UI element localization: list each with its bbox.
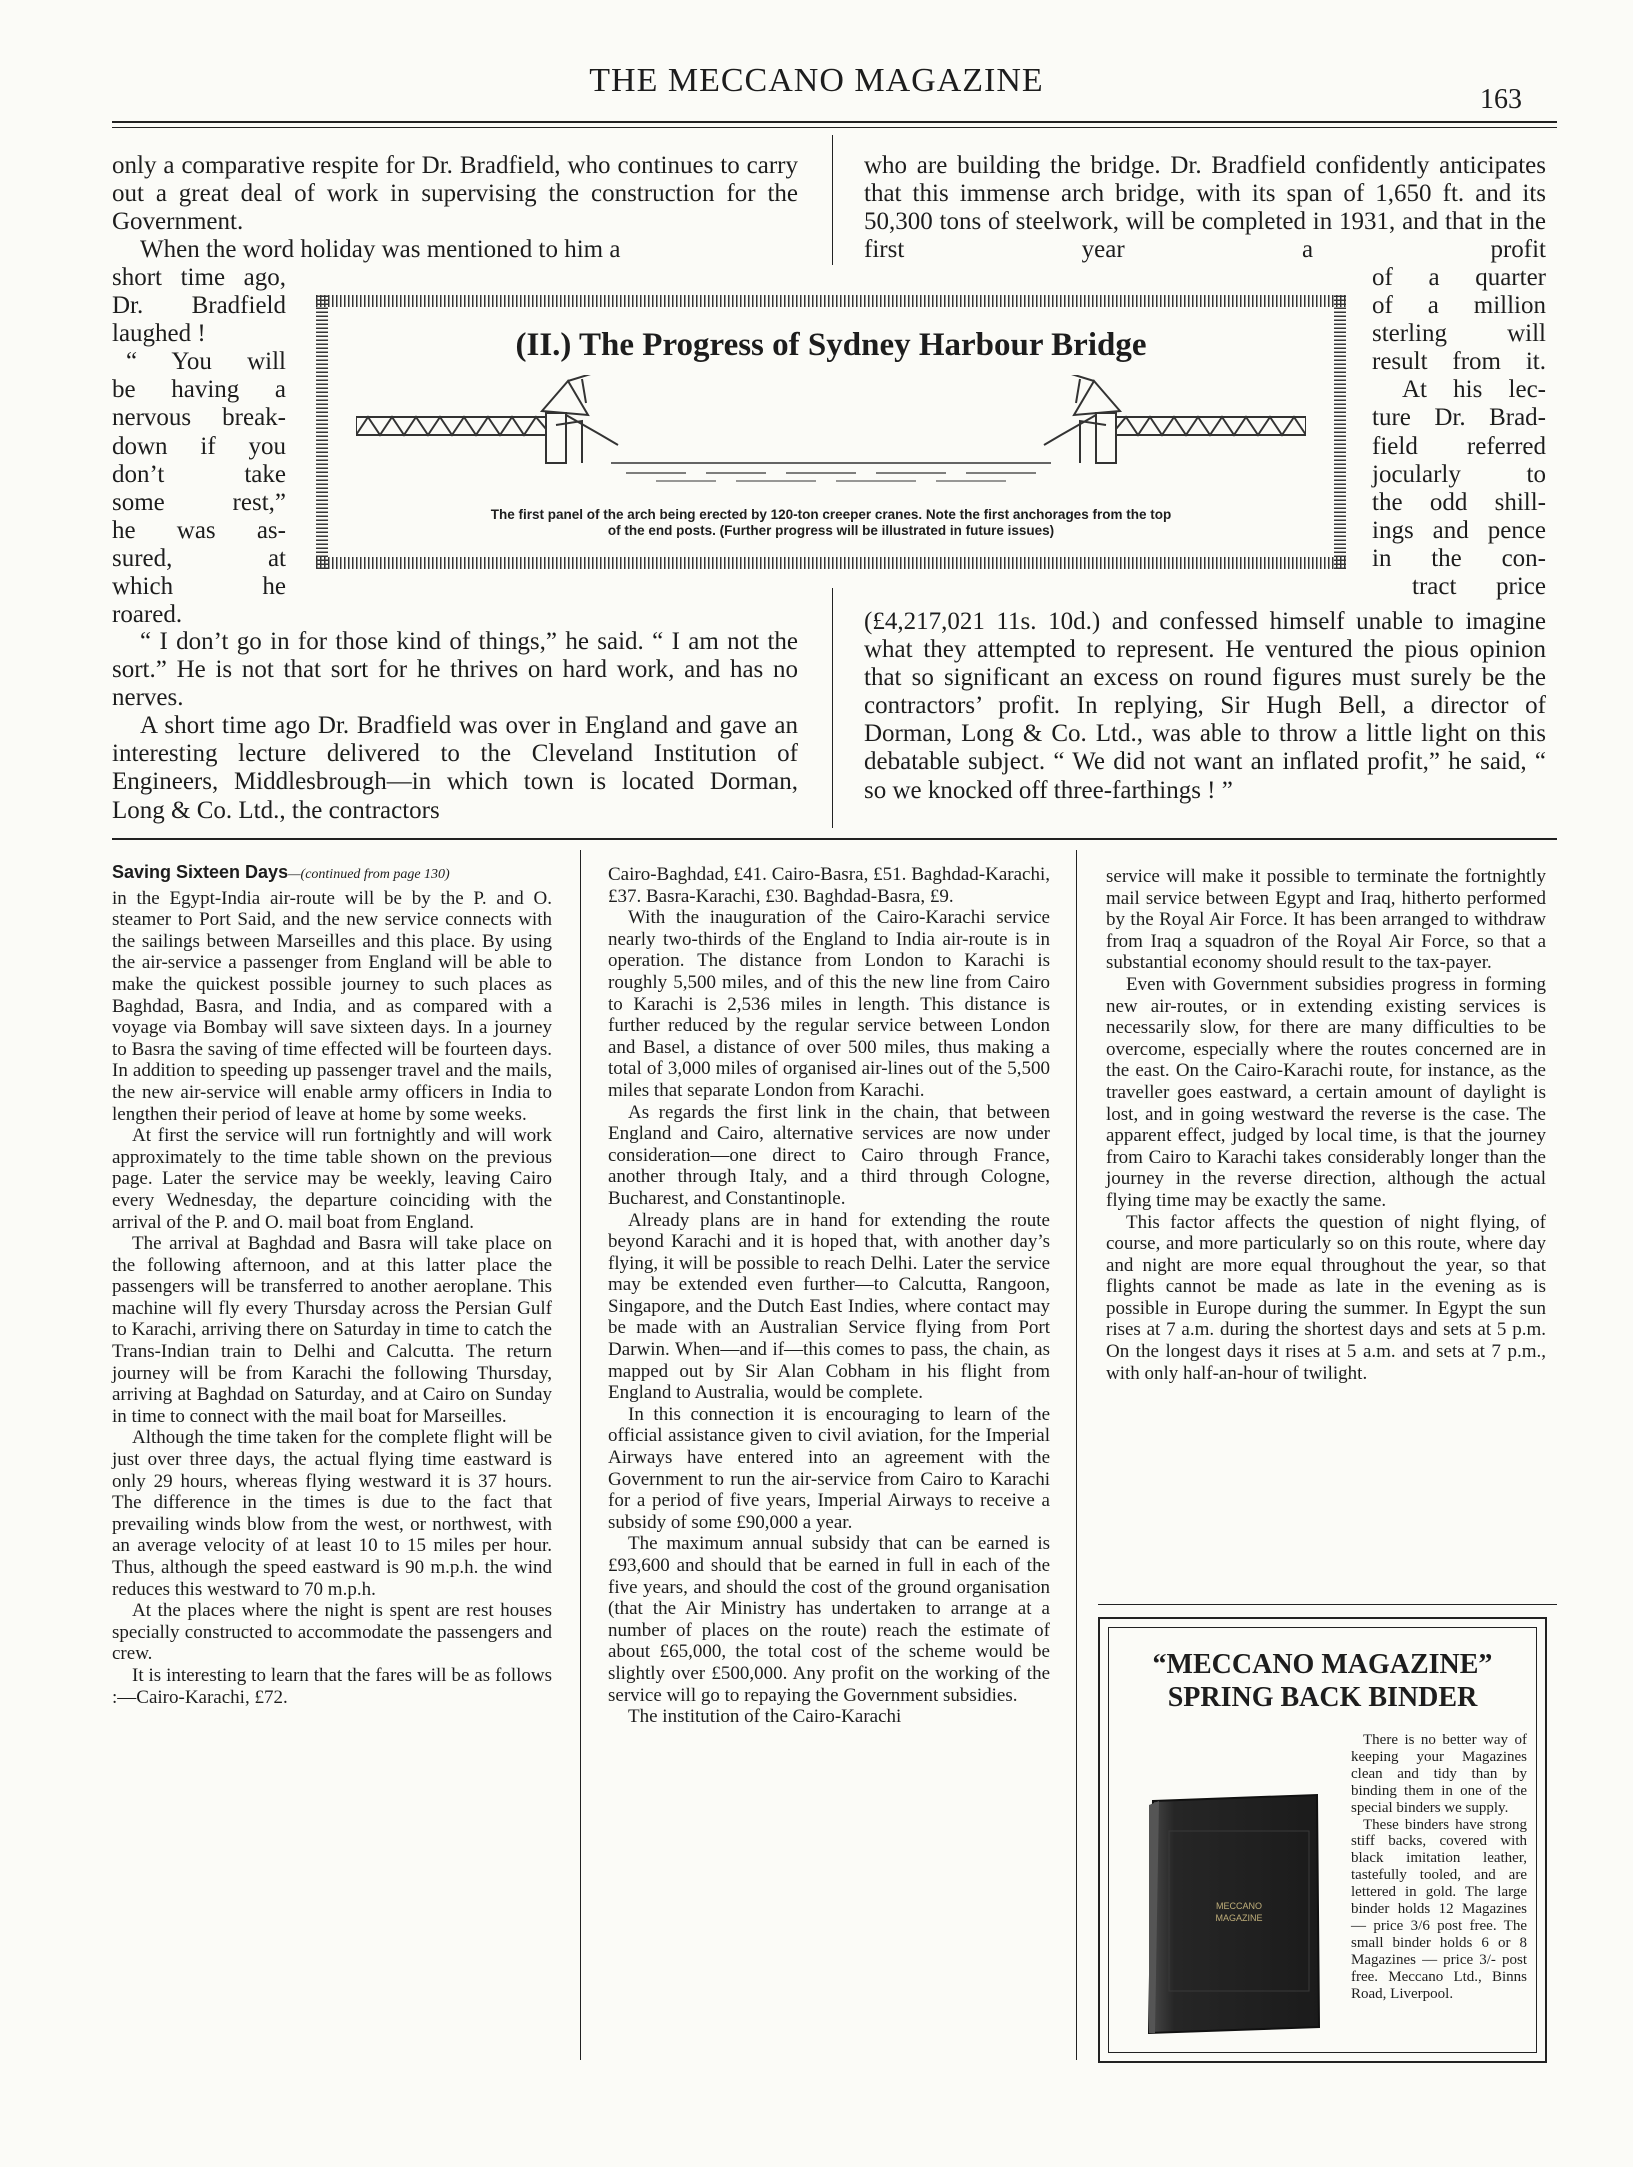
body-paragraph: As regards the first link in the chain, that between England and Cairo, alternative services are now under consideration—one direct to Cairo through France, another through Italy, and a third through Cologne, Bucharest, and Constantinople. bbox=[608, 1101, 1050, 1209]
body-paragraph: A short time ago Dr. Bradfield was over in England and gave an interesting lecture delivered to the Cleveland Institution of Engineers, Middlesbrough—in which town is located Dorman, Long & Co. Ltd., the contractors bbox=[112, 712, 798, 824]
lower-column-3 bbox=[1106, 866, 1546, 1384]
wrap-line: “ You will bbox=[126, 348, 286, 376]
upper-left-column bbox=[112, 152, 798, 264]
upper-right-wrap bbox=[1372, 264, 1546, 601]
column-divider bbox=[1076, 850, 1077, 2060]
wrap-line: sterling will bbox=[1372, 320, 1546, 348]
body-paragraph: (£4,217,021 11s. 10d.) and confessed himself unable to imagine what they attempted to represent. He ventured the pious opinion that so significant an excess on round figures must surely be the contractors’ profit. In replying, Sir Hugh Bell, a director of Dorman, Long & Co. Ltd., was able to throw a little light on this debatable subject. “ We did not want an inflated profit,” he said, “ so we knocked off three-farthings ! ” bbox=[864, 608, 1546, 804]
body-paragraph: only a comparative respite for Dr. Bradfield, who continues to carry out a great deal of work in supervising the construction for the Government. bbox=[112, 152, 798, 236]
advert-title-line: SPRING BACK BINDER bbox=[1167, 1682, 1478, 1713]
article-heading bbox=[112, 862, 552, 886]
wrap-line: short time ago, bbox=[112, 264, 286, 291]
wrap-line: laughed ! bbox=[112, 320, 206, 348]
body-paragraph: “ I don’t go in for those kind of things,” he said. “ I am not the sort.” He is not that sort for he thrives on hard work, and has no nerves. bbox=[112, 628, 798, 712]
wrap-line: of a million bbox=[1372, 292, 1546, 320]
body-paragraph: With the inauguration of the Cairo-Karachi service nearly two-thirds of the England to India air-route is in operation. The distance from London to Karachi is roughly 5,500 miles, and of this the new line from Cairo to Karachi is 2,536 miles in length. This distance is further reduced by the regular service between London and Basel, a distance of over 500 miles, thus making a total of 3,000 miles of organised air-lines out of the 5,500 miles that separate London from Karachi. bbox=[608, 907, 1050, 1101]
wrap-line: ings and pence bbox=[1372, 516, 1546, 544]
wrap-line: roared. bbox=[112, 601, 183, 629]
wrap-line: field referred bbox=[1372, 432, 1546, 460]
wrap-line: jocularly to bbox=[1372, 460, 1546, 488]
advert-title bbox=[1109, 1648, 1536, 1714]
bridge-figure bbox=[316, 295, 1346, 569]
wrap-line: he was as- bbox=[112, 516, 286, 544]
advert-separator bbox=[1098, 1604, 1557, 1605]
wrap-line: don’t take bbox=[112, 460, 286, 488]
wrap-line: which he bbox=[112, 573, 286, 601]
wrap-line: nervous break- bbox=[112, 404, 286, 432]
bridge-illustration bbox=[356, 375, 1306, 505]
wrap-line: of a quarter bbox=[1372, 264, 1546, 291]
advert-text bbox=[1351, 1732, 1527, 2003]
caption-line: of the end posts. (Further progress will be illustrated in future issues) bbox=[607, 523, 1055, 538]
header-rule bbox=[112, 121, 1557, 123]
body-paragraph: service will make it possible to terminate the fortnightly mail service between Egypt and Iraq, hitherto performed by the Royal Air Force. It has been arranged to withdraw from Iraq a squadron of the Royal Air Force, so that a substantial economy should result to the tax-payer. bbox=[1106, 866, 1546, 974]
wrap-line: tract price bbox=[1412, 573, 1546, 601]
figure-title: (II.) The Progress of Sydney Harbour Bridge bbox=[515, 327, 1147, 363]
wrap-line: At his lec- bbox=[1402, 376, 1546, 404]
book-label: MAGAZINE bbox=[1215, 1913, 1263, 1923]
upper-left-wrap bbox=[112, 264, 286, 629]
body-paragraph: It is interesting to learn that the fares will be as follows :—Cairo-Karachi, £72. bbox=[112, 1664, 552, 1708]
wrap-line: sured, at bbox=[112, 544, 286, 572]
wrap-line: be having a bbox=[112, 376, 286, 404]
body-paragraph: Although the time taken for the complete flight will be just over three days, the actual flying time eastward is only 29 hours, whereas flying westward it is 37 hours. The difference in the times is due to the fact that prevailing winds blow from the west, or northwest, with an average velocity of at least 10 to 15 miles per hour. Thus, although the speed eastward is 90 m.p.h. the wind reduces this westward to 70 m.p.h. bbox=[112, 1427, 552, 1600]
upper-right-column bbox=[864, 152, 1546, 264]
advert-paragraph: These binders have strong stiff backs, covered with black imitation leather, tastefully tooled, and are lettered in gold. The large binder holds 12 Magazines — price 3/6 post free. The small binder holds 6 or 8 Magazines — price 3/- post free. Meccano Ltd., Binns Road, Liverpool. bbox=[1351, 1816, 1527, 2002]
upper-right-tail bbox=[864, 608, 1546, 805]
body-paragraph: At first the service will run fortnightly and will work approximately to the time table shown on the previous page. Later the service may be weekly, leaving Cairo every Wednesday, the departure coinciding with the arrival of the P. and O. mail boat from England. bbox=[112, 1125, 552, 1233]
figure-border-top bbox=[316, 295, 1346, 307]
upper-left-tail bbox=[112, 628, 798, 825]
body-paragraph: Even with Government subsidies progress in forming new air-routes, or in extending existing services is necessarily slow, for there are many difficulties to be overcome, especially where the routes concerned are in the east. On the Cairo-Karachi route, for instance, as the traveller goes eastward, a certain amount of daylight is lost, and in going westward the reverse is the case. The apparent effect, judged by local time, is that the journey from Cairo to Karachi takes considerably longer than the journey in the reverse direction, although the actual flying time may be exactly the same. bbox=[1106, 973, 1546, 1211]
caption-line: The first panel of the arch being erected by 120-ton creeper cranes. Note the first anchorages from the top bbox=[490, 507, 1172, 522]
binder-advert bbox=[1098, 1617, 1547, 2063]
body-paragraph: At the places where the night is spent are rest houses specially constructed to accommodate the passengers and crew. bbox=[112, 1600, 552, 1665]
figure-border-bottom bbox=[316, 557, 1346, 569]
body-paragraph: In this connection it is encouraging to learn of the official assistance given to civil aviation, for the Imperial Airways have entered into an agreement with the Government to run the air-service from Cairo to Karachi for a period of five years, Imperial Airways to receive a subsidy of some £90,000 a year. bbox=[608, 1403, 1050, 1533]
body-paragraph: The maximum annual subsidy that can be earned is £93,600 and should that be earned in full in each of the five years, and should the cost of the ground organisation (that the Air Ministry has undertaken to arrange at a number of places on the route) reach the estimate of about £65,000, the total cost of the scheme would be slightly over £500,000. Any profit on the working of the service will go to repaying the Government subsidies. bbox=[608, 1533, 1050, 1706]
wrap-line: in the con- bbox=[1372, 544, 1546, 572]
advert-paragraph: There is no better way of keeping your Magazines clean and tidy than by binding them in one of the special binders we supply. bbox=[1351, 1732, 1527, 1816]
body-paragraph: who are building the bridge. Dr. Bradfield confidently anticipates that this immense arch bridge, with its span of 1,650 ft. and its 50,300 tons of steelwork, will be completed in 1931, and that in the first year a profit bbox=[864, 152, 1546, 264]
article-separator bbox=[112, 838, 1557, 840]
lower-column-2 bbox=[608, 864, 1050, 1728]
wrap-line: ture Dr. Brad- bbox=[1372, 404, 1546, 432]
wrap-line: Dr. Bradfield bbox=[112, 292, 286, 320]
page-number: 163 bbox=[1480, 84, 1522, 115]
lower-column-1 bbox=[112, 862, 552, 1708]
body-paragraph: This factor affects the question of night flying, of course, and more particularly so on this route, where day and night are more equal throughout the year, so that flights cannot be made as late in the evening as is possible in Europe during the summer. In Egypt the sun rises at 7 a.m. during the shortest days and sets at 5 p.m. On the longest days it rises at 5 a.m. and sets at 7 p.m., with only half-an-hour of twilight. bbox=[1106, 1211, 1546, 1384]
continued-note: —(continued from page 130) bbox=[288, 867, 450, 882]
figure-caption bbox=[356, 507, 1306, 539]
column-divider bbox=[580, 850, 581, 2060]
wrap-line: down if you bbox=[112, 432, 286, 460]
magazine-masthead: THE MECCANO MAGAZINE bbox=[589, 62, 1044, 99]
wrap-line: some rest,” bbox=[112, 488, 286, 516]
wrap-line: the odd shill- bbox=[1372, 488, 1546, 516]
advert-title-line: “MECCANO MAGAZINE” bbox=[1152, 1649, 1493, 1680]
advert-inner-frame bbox=[1108, 1627, 1537, 2053]
body-paragraph: The arrival at Baghdad and Basra will take place on the following afternoon, and at this latter place the passengers will be transferred to another aeroplane. This machine will fly every Thursday across the Persian Gulf to Karachi, arriving there on Saturday in time to catch the Trans-Indian train to Delhi and Calcutta. The return journey will be from Karachi the following Thursday, arriving at Baghdad on Saturday, and at Cairo on Sunday in time to connect with the mail boat for Marseilles. bbox=[112, 1233, 552, 1427]
body-paragraph: Already plans are in hand for extending the route beyond Karachi and it is hoped that, with another day’s flying, it will be possible to reach Delhi. Later the service may be extended even further—to Calcutta, Rangoon, Singapore, and the Dutch East Indies, where contact may be made with an Australian Service flying from Port Darwin. When—and if—this comes to pass, the chain, as mapped out by Sir Alan Cobham in his flight from England to Australia, would be complete. bbox=[608, 1209, 1050, 1404]
article-title: Saving Sixteen Days bbox=[112, 862, 289, 882]
book-label: MECCANO bbox=[1215, 1901, 1263, 1911]
binder-book-image bbox=[1139, 1791, 1325, 2035]
body-paragraph: Cairo-Baghdad, £41. Cairo-Basra, £51. Baghdad-Karachi, £37. Basra-Karachi, £30. Baghdad-Basra, £9. bbox=[608, 864, 1050, 907]
body-paragraph: in the Egypt-India air-route will be by the P. and O. steamer to Port Said, and the new service connects with the sailings between Marseilles and this place. By using the air-service a passenger from England will be able to make the quickest possible journey to such places as Baghdad, Basra, and India, and as compared with a voyage via Bombay will save sixteen days. In a journey to Basra the saving of time effected will be fourteen days. In addition to speeding up passenger travel and the mails, the new air-service will enable army officers in India to lengthen their period of leave at home by some weeks. bbox=[112, 887, 552, 1125]
wrap-line: result from it. bbox=[1372, 348, 1546, 376]
column-divider bbox=[832, 588, 833, 828]
column-divider bbox=[832, 135, 833, 265]
body-paragraph: When the word holiday was mentioned to him a bbox=[140, 236, 621, 264]
header-rule-thin bbox=[112, 127, 1557, 128]
body-paragraph: The institution of the Cairo-Karachi bbox=[628, 1706, 902, 1728]
